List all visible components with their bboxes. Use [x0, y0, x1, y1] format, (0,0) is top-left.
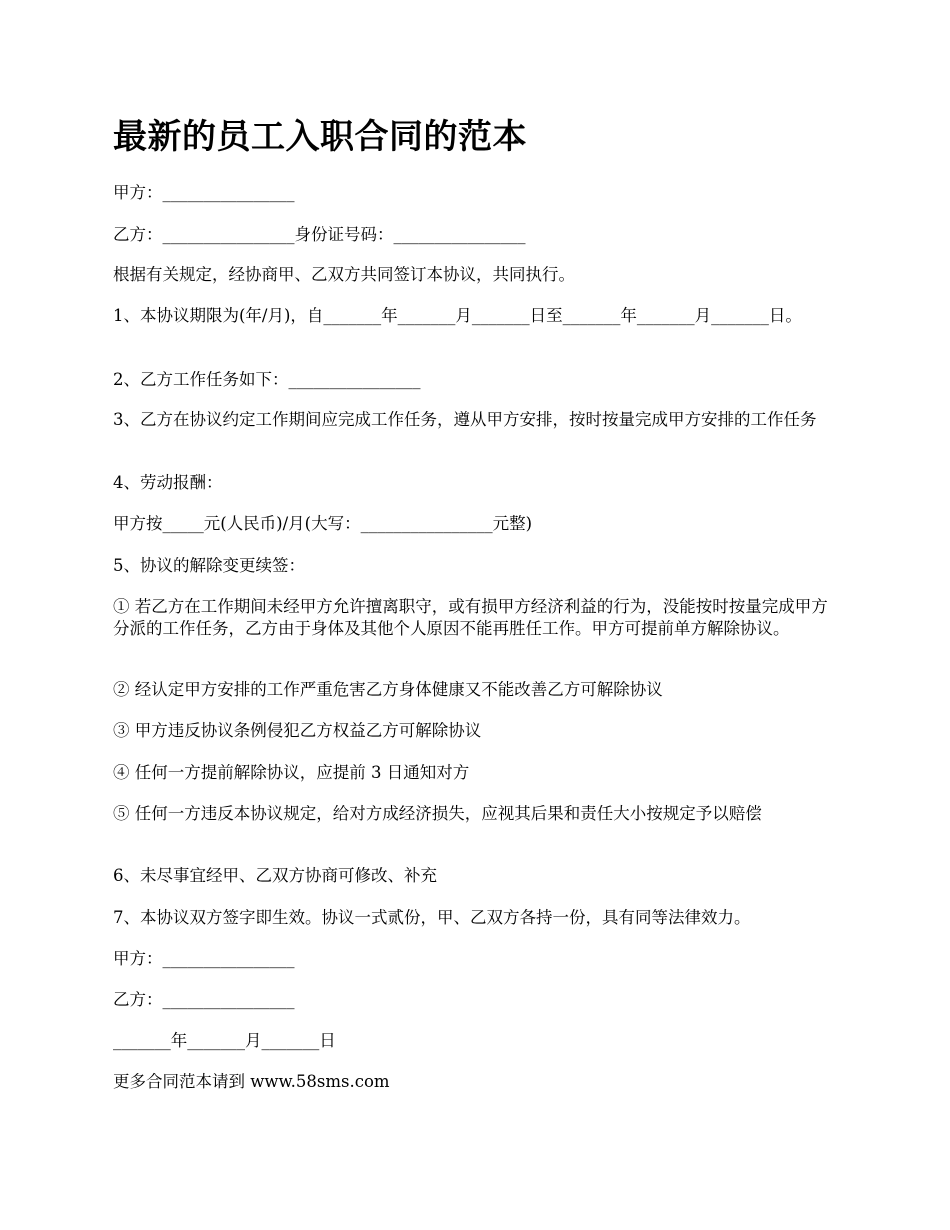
clause-3-duties: 3、乙方在协议约定工作期间应完成工作任务，遵从甲方安排，按时按量完成甲方安排的工作任务 — [113, 410, 817, 429]
intro-paragraph: 根据有关规定，经协商甲、乙双方共同签订本协议，共同执行。 — [113, 265, 575, 284]
signature-date: _______年_______月_______日 — [113, 1031, 336, 1050]
clause-2-tasks: 2、乙方工作任务如下：________________ — [113, 370, 421, 389]
clause-6: 6、未尽事宜经甲、乙双方协商可修改、补充 — [113, 866, 437, 885]
clause-4-salary: 甲方按_____元(人民币)/月(大写：________________元整) — [113, 514, 533, 533]
clause-7: 7、本协议双方签字即生效。协议一式贰份，甲、乙双方各持一份，具有同等法律效力。 — [113, 908, 751, 927]
party-b-line: 乙方：________________身份证号码：________________ — [113, 225, 526, 244]
clause-5-item-3: ③ 甲方违反协议条例侵犯乙方权益乙方可解除协议 — [113, 721, 482, 740]
signature-party-a: 甲方：________________ — [113, 949, 295, 968]
signature-party-b: 乙方：________________ — [113, 990, 295, 1009]
clause-5-heading: 5、协议的解除变更续签： — [113, 556, 305, 575]
clause-5-item-5: ⑤ 任何一方违反本协议规定，给对方成经济损失，应视其后果和责任大小按规定予以赔偿 — [113, 804, 762, 823]
footer-link-text: 更多合同范本请到 www.58sms.com — [113, 1072, 390, 1091]
clause-5-item-4: ④ 任何一方提前解除协议，应提前 3 日通知对方 — [113, 763, 470, 782]
clause-1-term: 1、本协议期限为(年/月)，自_______年_______月_______日至_______年_______月_______日。 — [113, 306, 802, 325]
party-a-line: 甲方：________________ — [113, 183, 295, 202]
clause-5-item-2: ② 经认定甲方安排的工作严重危害乙方身体健康又不能改善乙方可解除协议 — [113, 680, 663, 699]
clause-4-heading: 4、劳动报酬： — [113, 473, 223, 492]
clause-5-item-1: ① 若乙方在工作期间未经甲方允许擅离职守，或有损甲方经济利益的行为，没能按时按量完成甲方分派的工作任务，乙方由于身体及其他个人原因不能再胜任工作。甲方可提前单方解除协议。 — [113, 597, 828, 638]
document-title: 最新的员工入职合同的范本 — [113, 117, 527, 157]
